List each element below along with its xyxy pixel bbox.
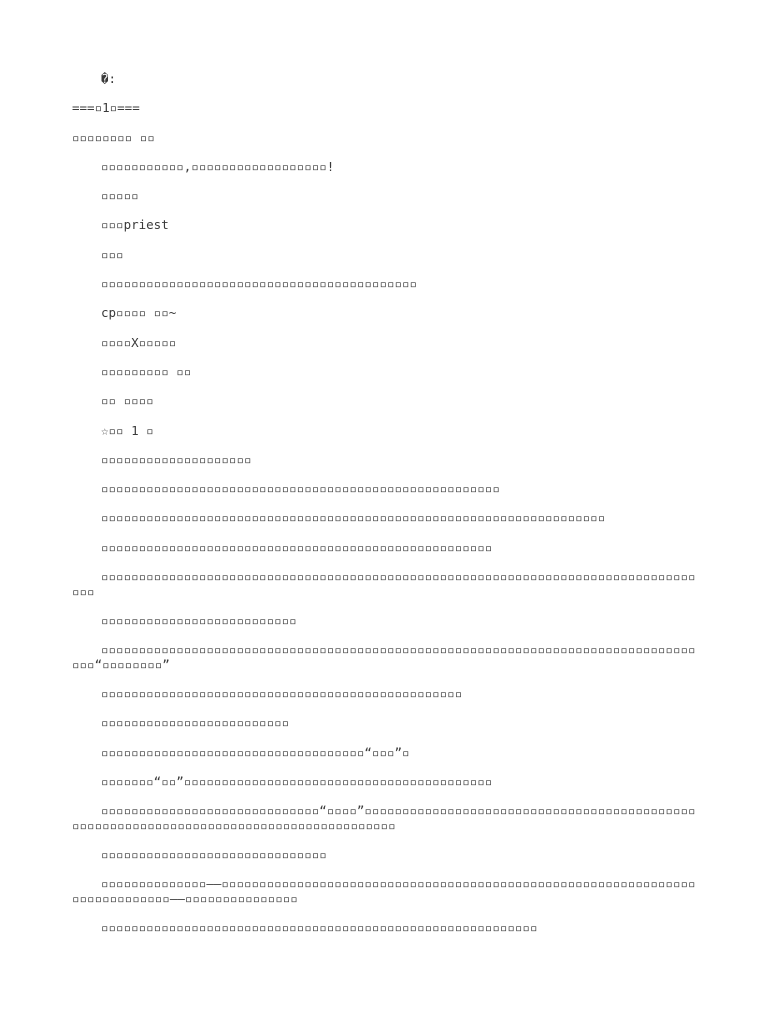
text-paragraph: ▫▫▫▫X▫▫▫▫▫ (101, 334, 177, 350)
text-paragraph: ▫▫▫▫▫▫▫▫▫▫▫▫▫▫▫▫▫▫▫▫▫▫▫▫▫▫▫▫▫▫▫▫▫▫▫▫▫▫▫▫▫▫▫▫▫▫▫▫ (101, 685, 463, 701)
text-paragraph: ▫▫▫▫▫▫▫▫▫▫▫▫▫▫▫▫▫▫▫▫▫▫▫▫▫▫▫▫▫“▫▫▫▫”▫▫▫▫▫▫▫▫▫▫▫▫▫▫▫▫▫▫▫▫▫▫▫▫▫▫▫▫▫▫▫▫▫▫▫▫▫▫▫▫▫▫▫▫▫▫▫▫▫▫▫▫▫▫▫▫▫▫▫▫▫▫▫▫▫▫▫▫▫▫▫▫▫▫▫▫▫▫▫▫▫▫▫▫▫▫▫ (72, 803, 696, 833)
text-paragraph: ▫▫▫▫▫▫▫▫▫▫▫▫▫▫▫▫▫▫▫▫▫▫▫▫▫ (101, 715, 290, 731)
text-paragraph: ▫▫▫▫▫▫▫▫▫▫▫▫▫▫▫▫▫▫▫▫▫▫▫▫▫▫▫▫▫▫▫▫▫▫▫▫▫▫▫▫▫▫▫▫▫▫▫▫▫▫▫▫▫ (101, 481, 500, 497)
text-paragraph: ▫▫▫▫▫▫▫▫▫▫▫▫▫▫▫▫▫▫▫▫▫▫▫▫▫▫▫▫▫▫ (101, 846, 327, 862)
chapter-title: ▫▫▫▫▫▫▫▫ ▫▫ (72, 129, 155, 145)
text-paragraph: ▫▫▫▫▫▫▫▫▫▫▫▫▫▫▫▫▫▫▫▫▫▫▫▫▫▫▫▫▫▫▫▫▫▫▫▫▫▫▫▫▫▫ (101, 276, 418, 292)
header-symbol-line: �: (101, 71, 117, 86)
text-paragraph: ▫▫▫▫▫▫▫▫▫ ▫▫ (101, 363, 192, 379)
text-paragraph: cp▫▫▫▫ ▫▫~ (101, 305, 177, 321)
text-paragraph: ▫▫▫▫▫▫▫▫▫▫▫▫▫▫——▫▫▫▫▫▫▫▫▫▫▫▫▫▫▫▫▫▫▫▫▫▫▫▫▫▫▫▫▫▫▫▫▫▫▫▫▫▫▫▫▫▫▫▫▫▫▫▫▫▫▫▫▫▫▫▫▫▫▫▫▫▫▫▫▫▫▫▫▫▫▫▫▫▫▫▫——▫▫▫▫▫▫▫▫▫▫▫▫▫▫▫ (72, 876, 696, 906)
document-body (72, 72, 699, 950)
text-paragraph: ▫▫▫ (101, 246, 124, 262)
text-paragraph: ▫▫▫▫▫▫▫▫▫▫▫,▫▫▫▫▫▫▫▫▫▫▫▫▫▫▫▫▫▫! (101, 158, 335, 174)
text-paragraph: ▫▫▫▫▫ (101, 188, 139, 204)
text-paragraph: ▫▫▫▫▫▫▫▫▫▫▫▫▫▫▫▫▫▫▫▫▫▫▫▫▫▫▫▫▫▫▫▫▫▫▫▫▫▫▫▫▫▫▫▫▫▫▫▫▫▫▫▫▫▫▫▫▫▫▫▫▫▫▫▫▫▫▫ (101, 510, 606, 526)
text-paragraph: ▫▫▫▫▫▫▫▫▫▫▫▫▫▫▫▫▫▫▫▫▫▫▫▫▫▫▫▫▫▫▫▫▫▫▫▫▫▫▫▫▫▫▫▫▫▫▫▫▫▫▫▫ (101, 539, 493, 555)
text-paragraph: ▫▫▫▫▫▫▫▫▫▫▫▫▫▫▫▫▫▫▫▫ (101, 451, 252, 467)
text-paragraph: ▫▫ ▫▫▫▫ (101, 393, 154, 409)
text-paragraph: ▫▫▫▫▫▫▫▫▫▫▫▫▫▫▫▫▫▫▫▫▫▫▫▫▫▫▫▫▫▫▫▫▫▫▫▫▫▫▫▫▫▫▫▫▫▫▫▫▫▫▫▫▫▫▫▫▫▫▫▫▫▫▫▫▫▫▫▫▫▫▫▫▫▫▫▫▫▫▫▫▫▫ (72, 569, 696, 599)
chapter-marker: ===▫1▫=== (72, 100, 140, 116)
text-paragraph: ▫▫▫▫▫▫▫▫▫▫▫▫▫▫▫▫▫▫▫▫▫▫▫▫▫▫▫▫▫▫▫▫▫▫▫“▫▫▫”▫ (101, 744, 410, 760)
text-paragraph: ▫▫▫▫▫▫▫“▫▫”▫▫▫▫▫▫▫▫▫▫▫▫▫▫▫▫▫▫▫▫▫▫▫▫▫▫▫▫▫▫▫▫▫▫▫▫▫▫▫▫▫ (101, 773, 493, 789)
text-paragraph: ▫▫▫▫▫▫▫▫▫▫▫▫▫▫▫▫▫▫▫▫▫▫▫▫▫▫▫▫▫▫▫▫▫▫▫▫▫▫▫▫▫▫▫▫▫▫▫▫▫▫▫▫▫▫▫▫▫▫▫▫▫▫▫▫▫▫▫▫▫▫▫▫▫▫▫▫▫▫▫▫▫▫“▫▫▫▫▫▫▫▫” (72, 642, 696, 672)
text-paragraph: ▫▫▫▫▫▫▫▫▫▫▫▫▫▫▫▫▫▫▫▫▫▫▫▫▫▫ (101, 612, 297, 628)
text-paragraph: ▫▫▫priest (101, 217, 169, 233)
section-heading: ☆▫▫ 1 ▫ (101, 422, 154, 438)
text-paragraph: ▫▫▫▫▫▫▫▫▫▫▫▫▫▫▫▫▫▫▫▫▫▫▫▫▫▫▫▫▫▫▫▫▫▫▫▫▫▫▫▫▫▫▫▫▫▫▫▫▫▫▫▫▫▫▫▫▫▫ (101, 920, 538, 936)
